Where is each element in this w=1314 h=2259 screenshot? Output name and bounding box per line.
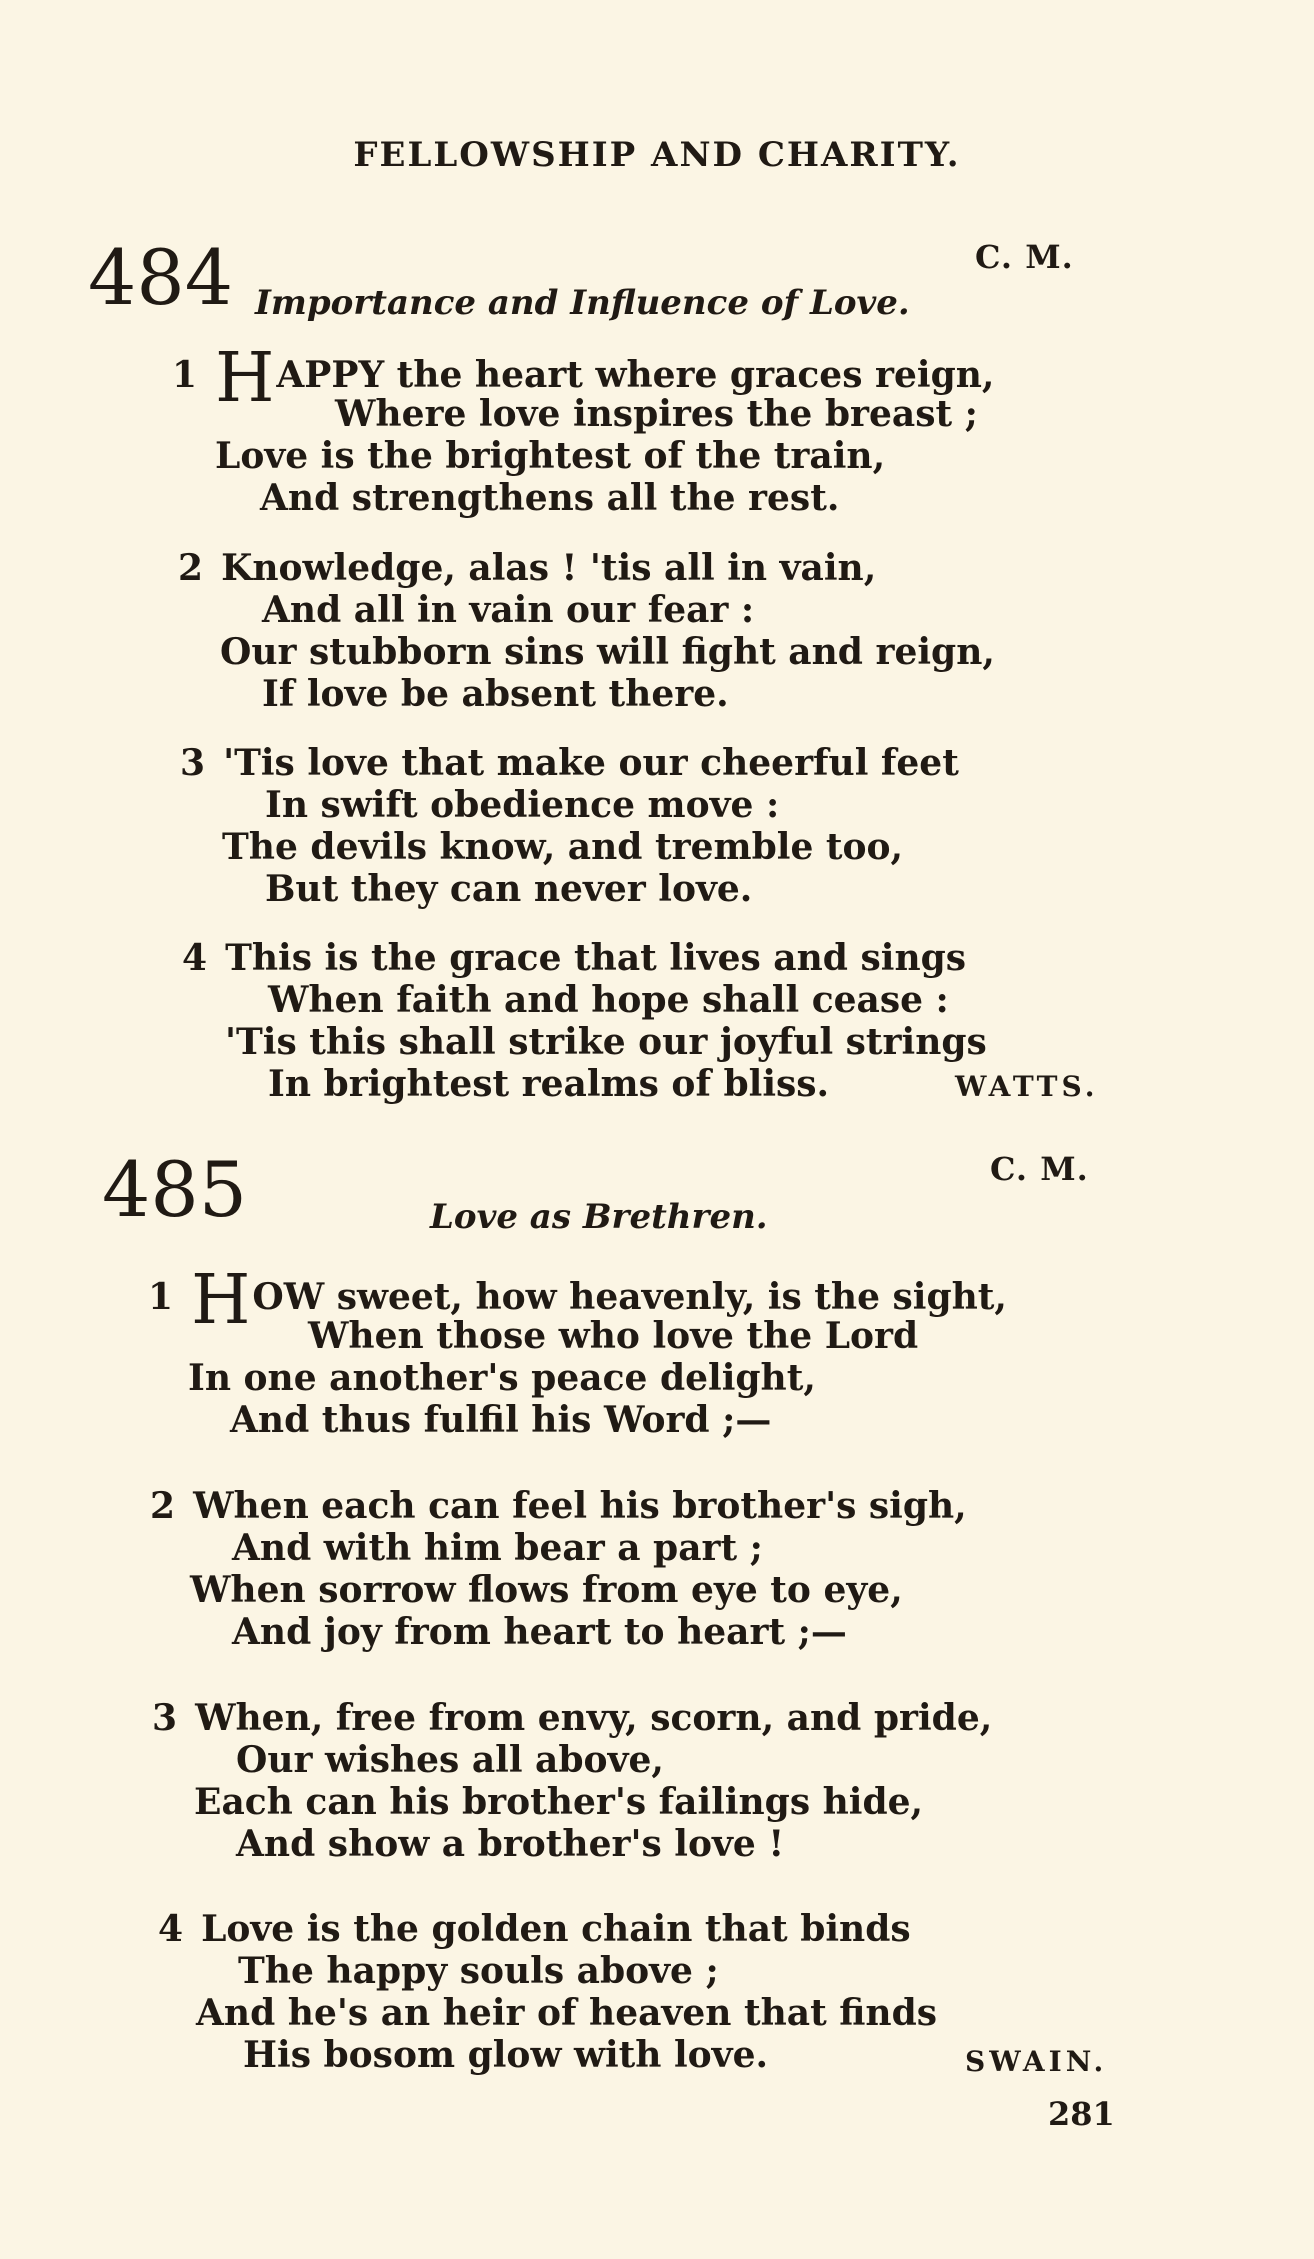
- verse-line: 1 HAPPY the heart where graces reign,: [172, 339, 995, 418]
- verse-line: 2 Knowledge, alas ! 'tis all in vain,: [178, 547, 877, 589]
- verse-number: 2: [150, 1485, 176, 1527]
- verse-line: Love is the brightest of the train,: [215, 435, 886, 477]
- verse-line: And show a brother's love !: [236, 1823, 785, 1865]
- verse-line: And he's an heir of heaven that finds: [196, 1992, 938, 2034]
- verse-line: If love be absent there.: [262, 673, 729, 715]
- verse-line: In brightest realms of bliss.: [268, 1063, 830, 1105]
- drop-cap: H: [191, 1261, 251, 1340]
- verse-line: When faith and hope shall cease :: [268, 979, 949, 1021]
- verse-line: When sorrow flows from eye to eye,: [190, 1569, 903, 1611]
- hymn-number: 484: [88, 233, 234, 322]
- verse-line: Our stubborn sins will fight and reign,: [220, 631, 995, 673]
- verse-line: 4 This is the grace that lives and sings: [182, 937, 967, 979]
- verse-line: 3 When, free from envy, scorn, and pride,: [152, 1697, 993, 1739]
- verse-line: 'Tis this shall strike our joyful strings: [225, 1021, 987, 1063]
- verse-number: 3: [152, 1697, 178, 1739]
- verse-line: But they can never love.: [265, 868, 753, 910]
- verse-number: 3: [180, 742, 206, 784]
- verse-number: 1: [148, 1276, 174, 1318]
- verse-number: 2: [178, 547, 204, 589]
- verse-line: Our wishes all above,: [236, 1739, 664, 1781]
- hymn-author: SWAIN.: [965, 2045, 1108, 2078]
- verse-number: 4: [182, 937, 208, 979]
- hymn-meter: C. M.: [975, 238, 1074, 276]
- verse-line: His bosom glow with love.: [243, 2034, 769, 2076]
- verse-line: When those who love the Lord: [308, 1315, 919, 1357]
- verse-line: 1 HOW sweet, how heavenly, is the sight,: [148, 1261, 1007, 1340]
- verse-line: And all in vain our fear :: [262, 589, 755, 631]
- hymn-meter: C. M.: [990, 1150, 1089, 1188]
- verse-line: In swift obedience move :: [265, 784, 780, 826]
- page-number: 281: [1048, 2095, 1115, 2133]
- verse-line: And thus fulfil his Word ;—: [230, 1399, 772, 1441]
- hymn-title: Importance and Influence of Love.: [255, 283, 910, 323]
- verse-line: 4 Love is the golden chain that binds: [158, 1908, 911, 1950]
- verse-line: In one another's peace delight,: [188, 1357, 816, 1399]
- verse-line: Where love inspires the breast ;: [335, 393, 978, 435]
- verse-line: 3 'Tis love that make our cheerful feet: [180, 742, 959, 784]
- verse-line: And joy from heart to heart ;—: [232, 1611, 847, 1653]
- verse-number: 1: [172, 354, 198, 396]
- drop-cap: H: [215, 339, 275, 418]
- verse-line: Each can his brother's failings hide,: [194, 1781, 924, 1823]
- hymn-number: 485: [102, 1145, 248, 1234]
- verse-line: And strengthens all the rest.: [260, 477, 840, 519]
- verse-line: And with him bear a part ;: [232, 1527, 763, 1569]
- verse-number: 4: [158, 1908, 184, 1950]
- verse-line: The happy souls above ;: [238, 1950, 719, 1992]
- running-head: FELLOWSHIP AND CHARITY.: [353, 135, 961, 175]
- verse-line: 2 When each can feel his brother's sigh,: [150, 1485, 967, 1527]
- hymn-title: Love as Brethren.: [430, 1197, 768, 1237]
- hymn-author: WATTS.: [955, 1070, 1099, 1103]
- verse-line: The devils know, and tremble too,: [222, 826, 904, 868]
